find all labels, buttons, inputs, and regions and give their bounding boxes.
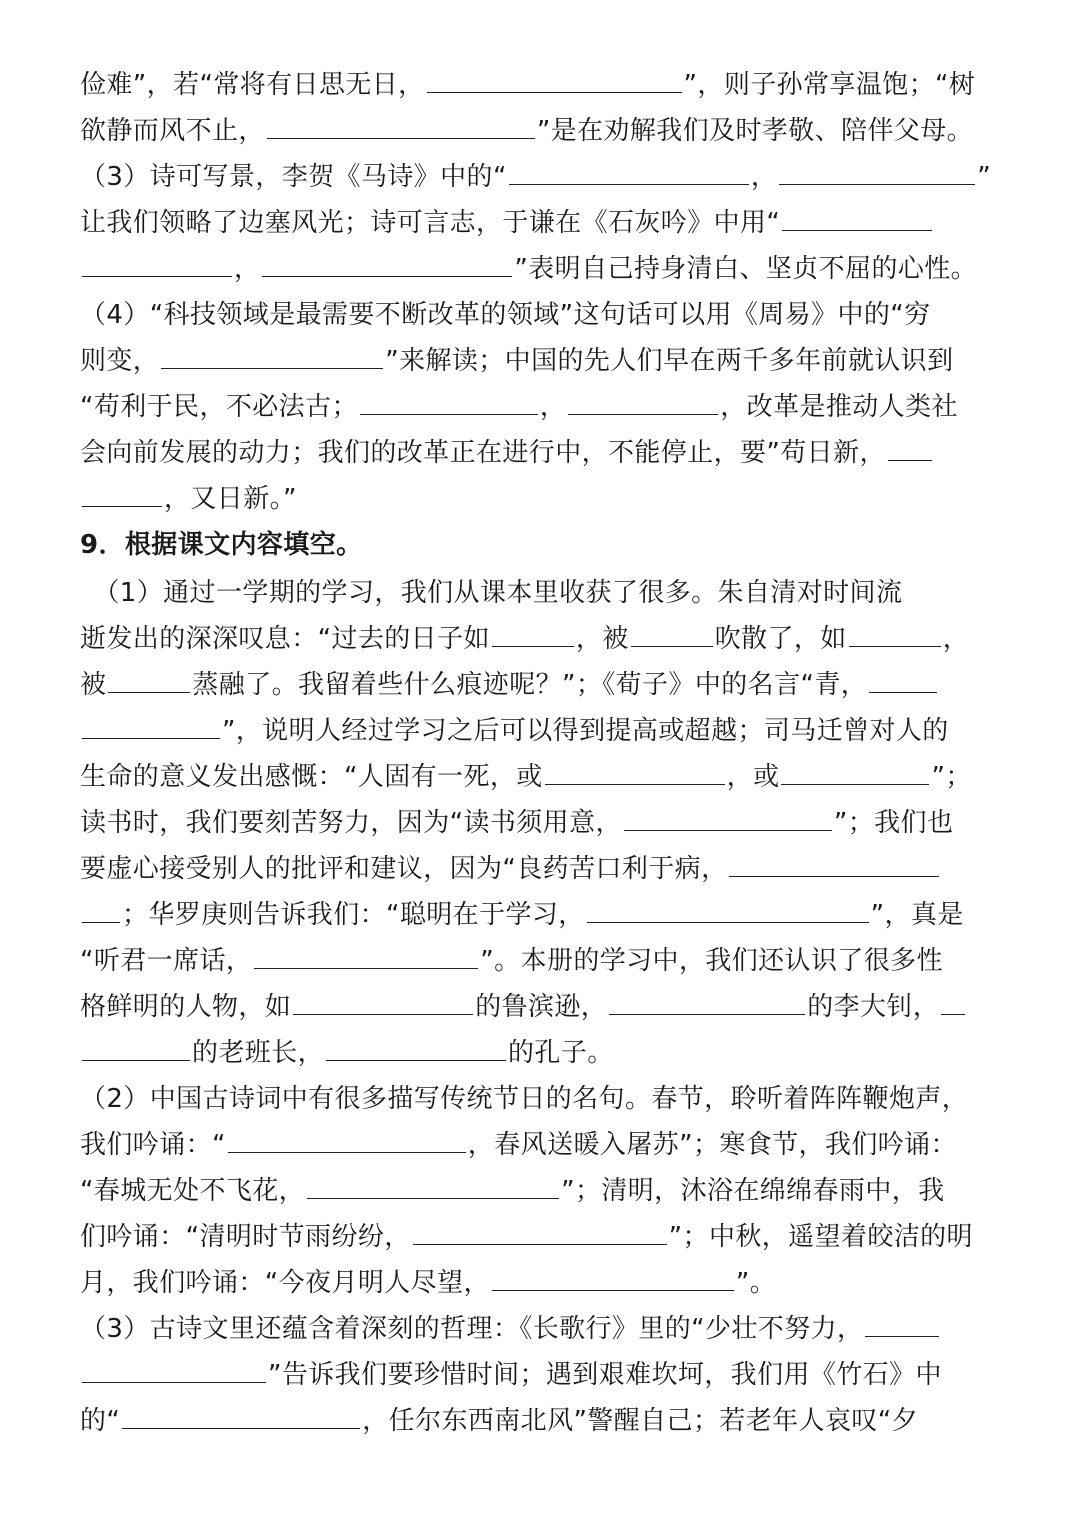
line-text: ；华罗庚则告诉我们：“聪明在于学习，	[122, 900, 585, 930]
text-line	[80, 298, 1005, 332]
line-text: ，又日新。”	[164, 484, 297, 514]
line-text: 欲静而风不止，	[80, 116, 265, 146]
text-line	[80, 898, 1005, 932]
fill-in-blank[interactable]	[492, 624, 574, 647]
line-text: ”。本册的学习中，我们还认识了很多性	[480, 946, 943, 976]
fill-in-blank[interactable]	[779, 162, 975, 185]
line-text: （3）诗可写景，李贺《马诗》中的“	[80, 162, 507, 192]
line-text: 吹散了，如	[714, 624, 847, 654]
fill-in-blank[interactable]	[307, 1176, 559, 1199]
fill-in-blank[interactable]	[869, 670, 937, 693]
fill-in-blank[interactable]	[865, 1314, 939, 1337]
line-text: ，或	[726, 762, 780, 792]
text-line	[80, 160, 1005, 194]
line-text: （4）“科技领域是最需要不断改革的领域”这句话可以用《周易》中的“穷	[80, 300, 931, 330]
fill-in-blank[interactable]	[82, 484, 162, 507]
line-text: ”。	[735, 1268, 777, 1298]
text-line	[80, 1082, 1005, 1116]
fill-in-blank[interactable]	[122, 1406, 360, 1429]
line-text: 们吟诵：“清明时节雨纷纷，	[80, 1222, 411, 1252]
fill-in-blank[interactable]	[849, 624, 941, 647]
fill-in-blank[interactable]	[82, 1038, 190, 1061]
line-text: ”；清明，沐浴在绵绵春雨中，我	[561, 1176, 945, 1206]
text-line	[80, 576, 1005, 610]
text-line	[80, 482, 1005, 516]
line-text: ”，说明人经过学习之后可以得到提高或超越；司马迁曾对人的	[222, 716, 949, 746]
line-text: ，	[234, 254, 261, 284]
line-text: ”；中秋，遥望着皎洁的明	[668, 1222, 973, 1252]
line-text: ，	[539, 392, 567, 422]
text-line	[80, 990, 1005, 1024]
text-line	[80, 1404, 1005, 1438]
fill-in-blank[interactable]	[82, 900, 120, 923]
fill-in-blank[interactable]	[228, 1130, 466, 1153]
line-text: ，	[750, 162, 778, 192]
fill-in-blank[interactable]	[161, 346, 383, 369]
fill-in-blank[interactable]	[360, 392, 538, 415]
fill-in-blank[interactable]	[631, 624, 713, 647]
line-text: ”，则子孙常享温饱；“树	[683, 70, 976, 100]
line-text: ，任尔东西南北风”警醒自己；若老年人哀叹“夕	[362, 1406, 919, 1436]
text-line	[80, 806, 1005, 840]
line-text: 的“	[80, 1406, 121, 1436]
fill-in-blank[interactable]	[609, 992, 805, 1015]
line-text: ，	[942, 624, 970, 654]
line-text: 会向前发展的动力；我们的改革正在进行中，不能停止，要”苟日新，	[80, 438, 886, 468]
line-text: 的孔子。	[508, 1038, 614, 1068]
fill-in-blank[interactable]	[729, 854, 939, 877]
fill-in-blank[interactable]	[82, 1360, 266, 1383]
fill-in-blank[interactable]	[82, 254, 232, 277]
line-text: 蒸融了。我留着些什么痕迹呢？”；《荀子》中的名言“青，	[192, 670, 868, 700]
text-line	[80, 944, 1005, 978]
fill-in-blank[interactable]	[427, 70, 682, 93]
text-line	[80, 1220, 1005, 1254]
line-text: 格鲜明的人物，如	[80, 992, 292, 1022]
line-text: “苟利于民，不必法古；	[80, 392, 358, 422]
line-text: ”；我们也	[833, 808, 954, 838]
text-line	[80, 114, 1005, 148]
line-text: 9．根据课文内容填空。	[80, 530, 363, 560]
text-line	[80, 436, 1005, 470]
text-line	[80, 1128, 1005, 1162]
fill-in-blank[interactable]	[492, 1268, 734, 1291]
line-text: （1）通过一学期的学习，我们从课本里收获了很多。朱自清对时间流	[80, 578, 903, 608]
text-line	[80, 390, 1005, 424]
text-line	[80, 68, 1005, 102]
fill-in-blank[interactable]	[108, 670, 190, 693]
line-text: ，春风送暖入屠苏”；寒食节，我们吟诵：	[467, 1130, 957, 1160]
text-line	[80, 344, 1005, 378]
line-text: 的李大钊，	[807, 992, 940, 1022]
fill-in-blank[interactable]	[293, 992, 473, 1015]
line-text: “听君一席话，	[80, 946, 253, 976]
line-text: ”来解读；中国的先人们早在两千多年前就认识到	[385, 346, 954, 376]
fill-in-blank[interactable]	[624, 808, 832, 831]
fill-in-blank[interactable]	[262, 254, 512, 277]
line-text: 要虚心接受别人的批评和建议，因为“良药苦口利于病，	[80, 854, 728, 884]
line-text: 俭难”，若“常将有日思无日，	[80, 70, 425, 100]
fill-in-blank[interactable]	[267, 116, 535, 139]
text-line	[80, 852, 1005, 886]
line-text: 我们吟诵：“	[80, 1130, 226, 1160]
question-heading	[80, 528, 1005, 562]
fill-in-blank[interactable]	[941, 992, 965, 1015]
line-text: ，被	[575, 624, 629, 654]
line-text: （3）古诗文里还蕴含着深刻的哲理：《长歌行》里的“少壮不努力，	[80, 1314, 864, 1344]
line-text: ”	[977, 162, 992, 192]
text-line	[80, 714, 1005, 748]
fill-in-blank[interactable]	[568, 392, 718, 415]
line-text: “春城无处不飞花，	[80, 1176, 306, 1206]
line-text: 被	[80, 670, 107, 700]
fill-in-blank[interactable]	[888, 438, 932, 461]
fill-in-blank[interactable]	[545, 762, 725, 785]
line-text: 则变，	[80, 346, 160, 376]
line-text: 逝发出的深深叹息：“过去的日子如	[80, 624, 490, 654]
text-line	[80, 1358, 1005, 1392]
line-text: （2）中国古诗词中有很多描写传统节日的名句。春节，聆听着阵阵鞭炮声，	[80, 1084, 969, 1114]
line-text: 的鲁滨逊，	[475, 992, 608, 1022]
fill-in-blank[interactable]	[587, 900, 869, 923]
line-text: ”；	[931, 762, 972, 792]
fill-in-blank[interactable]	[413, 1222, 667, 1245]
line-text: 的老班长，	[192, 1038, 325, 1068]
line-text: ”是在劝解我们及时孝敬、陪伴父母。	[536, 116, 974, 146]
line-text: 生命的意义发出感慨：“人固有一死，或	[80, 762, 543, 792]
line-text: ”告诉我们要珍惜时间；遇到艰难坎坷，我们用《竹石》中	[268, 1360, 942, 1390]
line-text: ，改革是推动人类社	[720, 392, 958, 422]
line-text: 让我们领略了边塞风光；诗可言志，于谦在《石灰吟》中用“	[80, 208, 781, 238]
fill-in-blank[interactable]	[509, 162, 749, 185]
fill-in-blank[interactable]	[782, 208, 932, 231]
fill-in-blank[interactable]	[781, 762, 929, 785]
fill-in-blank[interactable]	[254, 946, 478, 969]
line-text: 读书时，我们要刻苦努力，因为“读书须用意，	[80, 808, 622, 838]
text-line	[80, 1036, 1005, 1070]
text-line	[80, 760, 1005, 794]
fill-in-blank[interactable]	[326, 1038, 506, 1061]
text-line	[80, 252, 1005, 286]
line-text: ”表明自己持身清白、坚贞不屈的心性。	[514, 254, 978, 284]
line-text: ”，真是	[870, 900, 964, 930]
text-line	[80, 622, 1005, 656]
fill-in-blank[interactable]	[82, 716, 220, 739]
text-line	[80, 668, 1005, 702]
text-line	[80, 206, 1005, 240]
text-line	[80, 1312, 1005, 1346]
text-line	[80, 1174, 1005, 1208]
text-line	[80, 1266, 1005, 1300]
line-text: 月，我们吟诵：“今夜月明人尽望，	[80, 1268, 490, 1298]
